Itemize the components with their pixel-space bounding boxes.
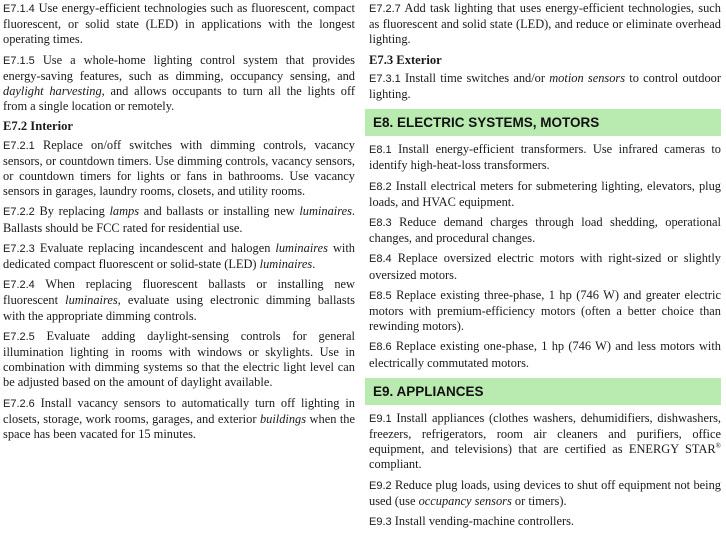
- paragraph-text: , and allows occupants to turn all the lights off from a single location or remotely.: [3, 84, 355, 114]
- paragraph-e7-2-5: [3, 329, 355, 391]
- paragraph-text: , evaluate using electronic dimming ballasts with the appropriate dimming controls.: [3, 293, 355, 323]
- paragraph-number: E7.2.2: [3, 206, 35, 219]
- paragraph-text: Evaluate adding daylight-sensing controls for general illumination lighting in rooms with windows or skylights. Use in combination with dimming systems so that the electric light level can be adjusted based on the amount of daylight available.: [3, 328, 355, 390]
- paragraph-text: Replace oversized electric motors with right-sized or slightly oversized motors.: [369, 251, 721, 282]
- italic-term: luminaires: [299, 204, 352, 219]
- paragraph-e8-1: [369, 142, 721, 173]
- italic-term: occupancy sensors: [418, 493, 512, 508]
- subheading-e7-2-interior: E7.2 Interior: [3, 119, 73, 134]
- italic-term: luminaires: [259, 257, 313, 272]
- paragraph-text: Use a whole-home lighting control system that provides energy-saving features, such as dimming, occupancy sensing, and: [3, 52, 355, 83]
- paragraph-number: E8.5: [369, 289, 392, 302]
- paragraph-number: E7.1.5: [3, 54, 35, 67]
- paragraph-text: Install electrical meters for submetering lighting, elevators, plug loads, and HVAC equipment.: [369, 178, 721, 209]
- paragraph-text: or timers).: [511, 493, 567, 508]
- paragraph-e7-2-7: [369, 1, 721, 48]
- italic-term: luminaires: [65, 293, 118, 308]
- paragraph-e7-1-5: [3, 53, 355, 115]
- paragraph-number: E7.2.5: [3, 330, 35, 343]
- paragraph-text: Add task lighting that uses energy-efficient technologies, such as fluorescent and solid state (LED), and reduce or eliminate overhead lighting.: [369, 1, 721, 47]
- paragraph-number: E8.2: [369, 180, 392, 193]
- paragraph-number: E9.1: [369, 412, 392, 425]
- paragraph-number: E7.2.3: [3, 242, 35, 255]
- italic-term: luminaires: [275, 240, 328, 255]
- paragraph-e7-2-3: [3, 241, 355, 272]
- paragraph-e7-1-4: [3, 1, 355, 48]
- paragraph-text: Install appliances (clothes washers, dehumidifiers, dishwashers, freezers, refrigerators, room air cleaners and purifiers, office equipment, and televisions) that are certified as ENERGY STAR: [369, 410, 721, 457]
- subheading-e7-3-exterior: E7.3 Exterior: [369, 52, 442, 67]
- paragraph-number: E8.3: [369, 217, 392, 230]
- italic-term: daylight harvesting: [3, 84, 102, 99]
- paragraph-e9-3: [369, 514, 721, 530]
- paragraph-text: with dedicated compact fluorescent or solid-state (LED): [3, 240, 355, 272]
- left-column: [3, 1, 355, 447]
- paragraph-text: Install energy-efficient transformers. Use infrared cameras to identify high-heat-loss transformers.: [369, 142, 722, 173]
- paragraph-e7-2-1: [3, 138, 355, 200]
- paragraph-text: Replace on/off switches with dimming controls, vacancy sensors, or countdown timers. Use dimming controls, vacancy sensors, or countdown timers for lights or fans in bathrooms. Use vacancy sensors in garages, laundry rooms, closets, and utility rooms.: [3, 137, 355, 199]
- paragraph-e8-6: [369, 339, 721, 370]
- paragraph-number: E7.3.1: [369, 72, 401, 85]
- paragraph-e7-3-1: [369, 71, 721, 102]
- paragraph-text: Install vending-machine controllers.: [394, 514, 575, 529]
- paragraph-number: E7.1.4: [3, 3, 35, 15]
- paragraph-e8-4: [369, 251, 721, 282]
- section-heading-e8-electric-systems-motors: E8. ELECTRIC SYSTEMS, MOTORS: [365, 109, 721, 136]
- paragraph-text: . Ballasts should be FCC rated for residential use.: [3, 204, 355, 235]
- paragraph-number: E7.2.4: [3, 279, 35, 292]
- paragraph-e9-2: [369, 478, 721, 509]
- paragraph-e9-1: [369, 411, 721, 473]
- paragraph-e8-3: [369, 215, 721, 246]
- paragraph-text: When replacing fluorescent ballasts or installing new fluorescent: [3, 277, 356, 308]
- paragraph-number: E8.4: [369, 253, 392, 266]
- paragraph-e7-2-4: [3, 277, 355, 324]
- paragraph-text: Reduce demand charges through load shedding, operational changes, and procedural changes.: [369, 215, 721, 246]
- paragraph-number: E9.2: [369, 479, 392, 492]
- paragraph-text: compliant.: [369, 457, 422, 472]
- paragraph-text: and ballasts or installing new: [139, 204, 300, 219]
- paragraph-number: E8.6: [369, 341, 392, 354]
- paragraph-e7-2-2: [3, 204, 355, 235]
- italic-term: buildings: [259, 411, 307, 426]
- paragraph-number: E8.1: [369, 144, 392, 157]
- paragraph-text: Use energy-efficient technologies such as fluorescent, compact fluorescent, or solid state (LED) in applications with the longest operating times.: [3, 1, 355, 47]
- paragraph-text: Replace existing three-phase, 1 hp (746 W) and greater electric motors with premium-efficiency motors (often a better choice than rewinding motors).: [369, 287, 721, 334]
- paragraph-number: E7.2.7: [369, 3, 401, 15]
- paragraph-number: E7.2.6: [3, 397, 35, 410]
- paragraph-text: Evaluate replacing incandescent and halogen: [39, 240, 276, 255]
- paragraph-number: E7.2.1: [3, 139, 35, 152]
- paragraph-text: .: [312, 257, 316, 272]
- italic-term: lamps: [109, 204, 140, 219]
- paragraph-text: Install vacancy sensors to automatically turn off lighting in closets, storage, work rooms, garages, and exterior: [3, 395, 355, 426]
- section-heading-e9-appliances: E9. APPLIANCES: [365, 378, 721, 405]
- right-column: [369, 1, 721, 535]
- italic-term: motion sensors: [549, 70, 626, 85]
- paragraph-text: Reduce plug loads, using devices to shut off equipment not being used (use: [369, 477, 721, 508]
- registered-mark: ®: [715, 442, 721, 451]
- paragraph-e8-5: [369, 288, 721, 335]
- paragraph-text: By replacing: [39, 204, 110, 219]
- paragraph-number: E9.3: [369, 516, 392, 529]
- paragraph-text: Install time switches and/or: [405, 70, 550, 85]
- paragraph-text: to control outdoor lighting.: [369, 70, 721, 102]
- paragraph-e7-2-6: [3, 396, 355, 443]
- paragraph-e8-2: [369, 179, 721, 210]
- paragraph-text: Replace existing one-phase, 1 hp (746 W) and less motors with electrically commutated motors.: [369, 339, 721, 370]
- paragraph-text: when the space has been vacated for 15 minutes.: [3, 411, 356, 442]
